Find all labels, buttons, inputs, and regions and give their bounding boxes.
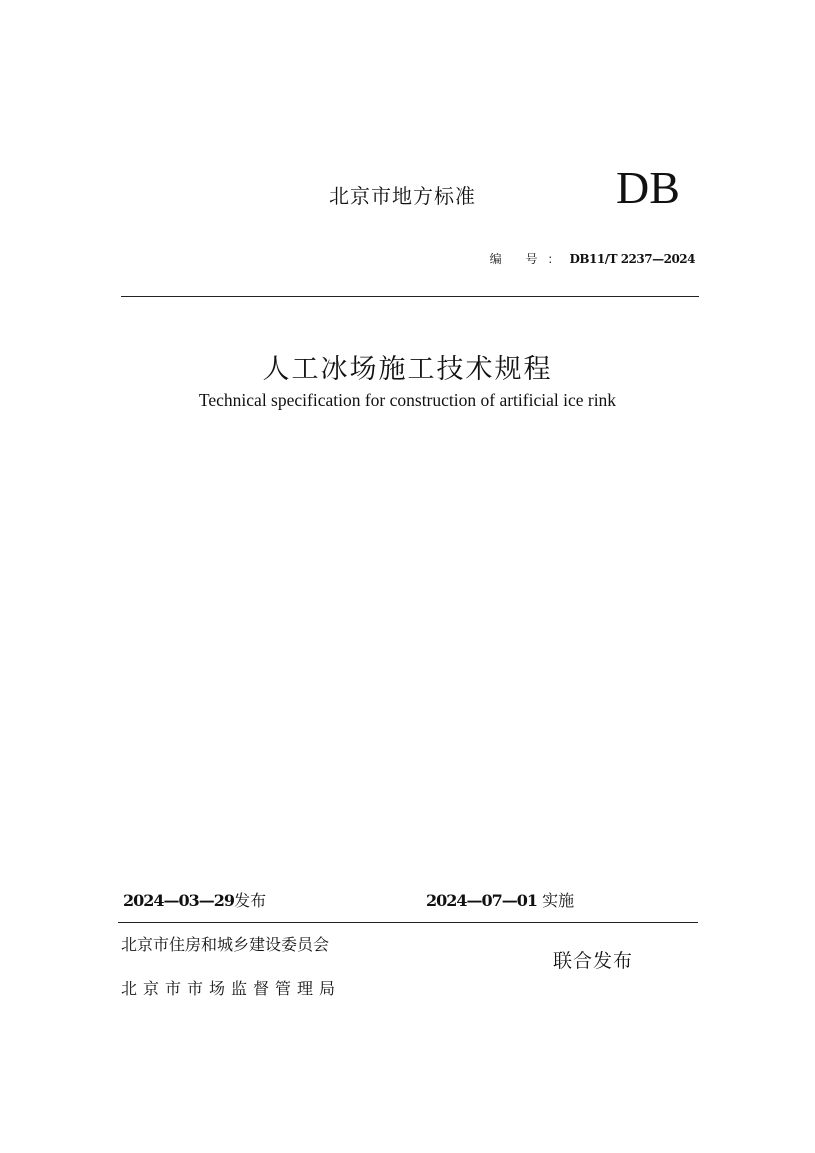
joint-issue-label: 联合发布 <box>553 950 634 972</box>
document-title-chinese: 人工冰场施工技术规程 <box>262 354 553 385</box>
db-mark: DB <box>616 162 680 213</box>
document-title-english: Technical specification for construction of artificial ice rink <box>198 390 617 410</box>
standard-code <box>490 250 695 267</box>
issue-date: 2024—03—29 <box>123 891 235 910</box>
implement-date: 2024—07—01 <box>426 891 538 910</box>
implement-date-line <box>426 888 574 911</box>
standard-type-label: 北京市地方标准 <box>329 184 476 208</box>
issuer-second: 北京市市场监督管理局 <box>121 979 342 998</box>
issuer-first: 北京市住房和城乡建设委员会 <box>121 935 330 954</box>
issue-label: 发布 <box>234 891 267 910</box>
standard-code-label: 编 号： <box>489 252 570 266</box>
standard-code-value: DB11/T 2237—2024 <box>569 252 695 266</box>
bottom-divider <box>118 922 698 923</box>
top-divider <box>121 296 699 297</box>
implement-label: 实施 <box>542 891 575 910</box>
issue-date-line <box>123 888 266 911</box>
